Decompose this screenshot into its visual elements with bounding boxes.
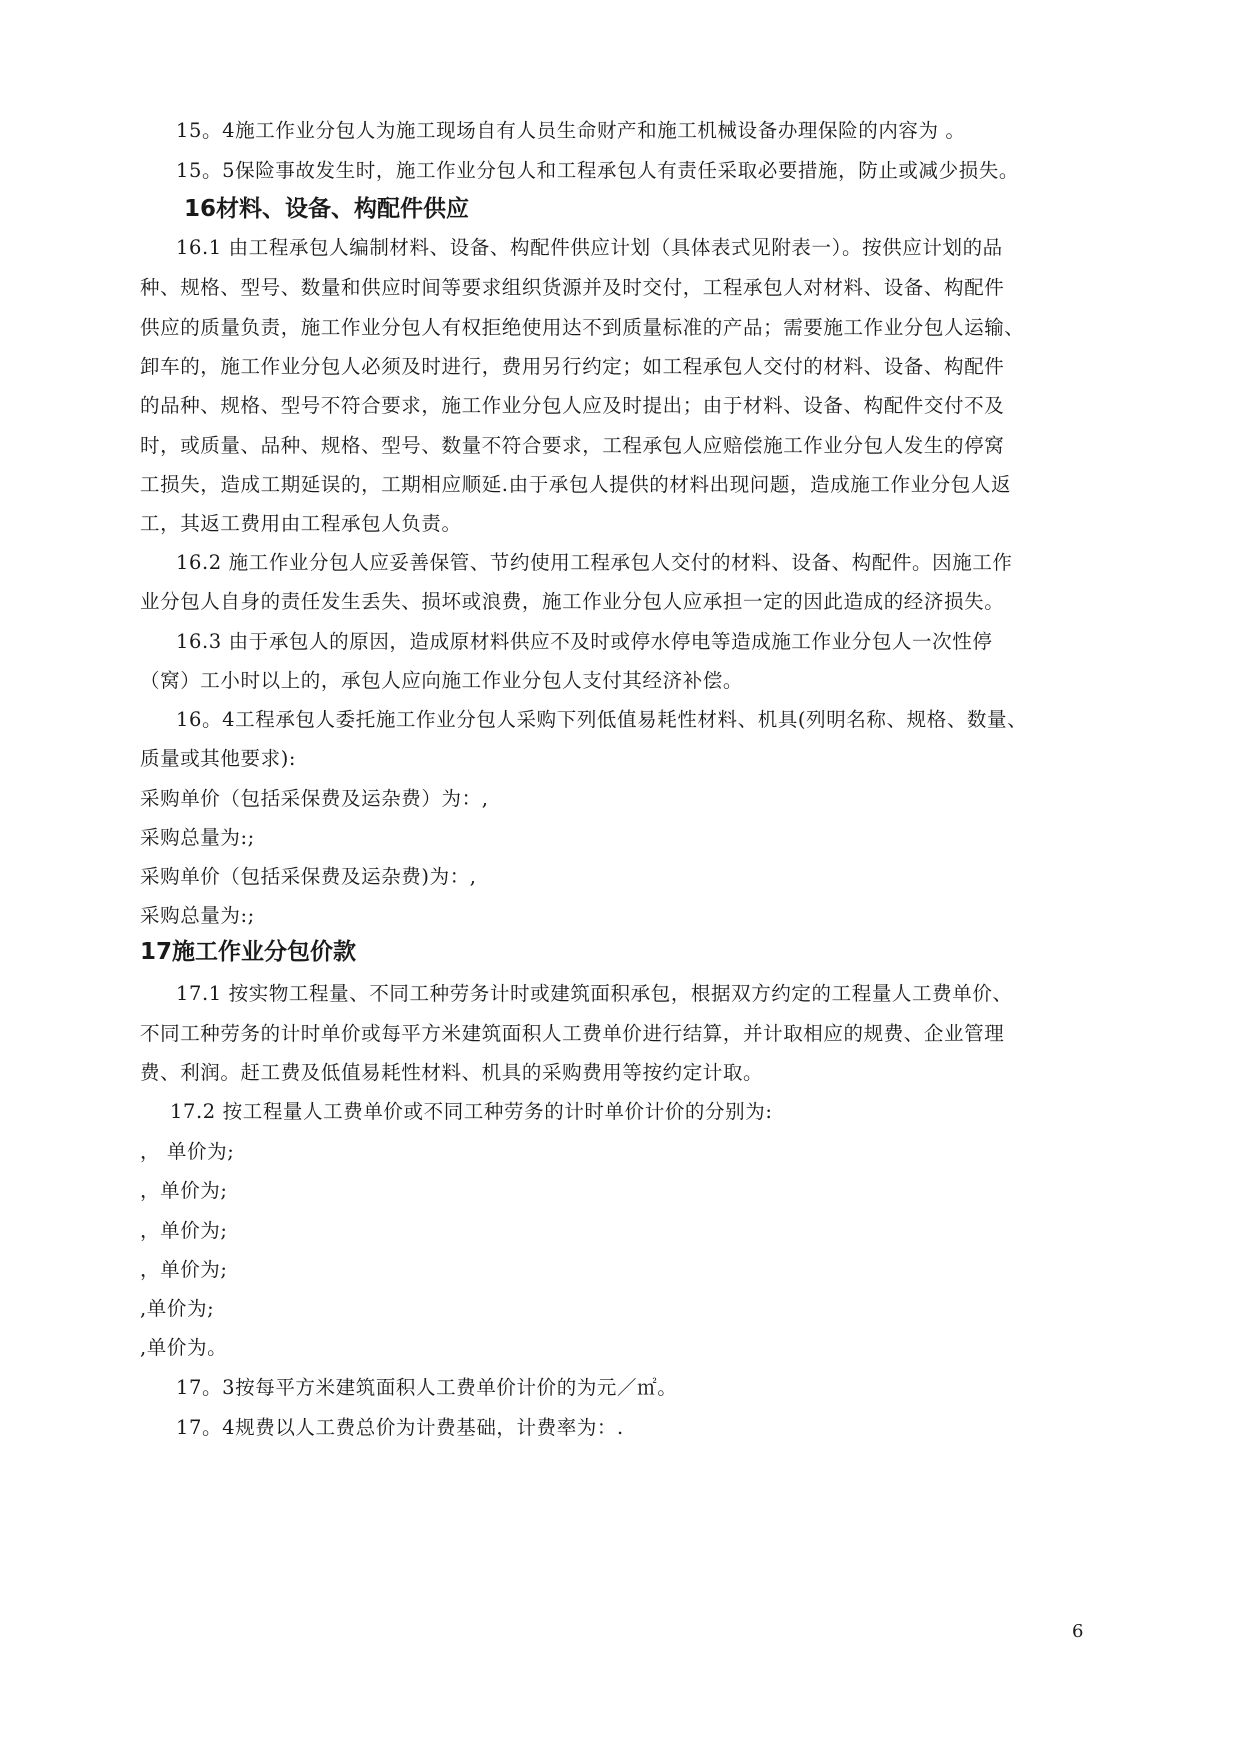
clause-16-1-line-5: 的品种、规格、型号不符合要求，施工作业分包人应及时提出；由于材料、设备、构配件交付不及 bbox=[140, 394, 1005, 417]
clause-17-1-line-1: 17.1 按实物工程量、不同工种劳务计时或建筑面积承包，根据双方约定的工程量人工费单价、 bbox=[176, 982, 1013, 1005]
clause-17-1-line-2: 不同工种劳务的计时单价或每平方米建筑面积人工费单价进行结算，并计取相应的规费、企业管理 bbox=[140, 1022, 1005, 1045]
unit-price-line-2: ，单价为; bbox=[140, 1179, 228, 1202]
clause-15-5: 15。5保险事故发生时，施工作业分包人和工程承包人有责任采取必要措施，防止或减少损失。 bbox=[176, 159, 1020, 182]
clause-16-1-line-1: 16.1 由工程承包人编制材料、设备、构配件供应计划（具体表式见附表一）。按供应计划的品 bbox=[176, 236, 1003, 259]
clause-16-3-line-1: 16.3 由于承包人的原因，造成原材料供应不及时或停水停电等造成施工作业分包人一次性停 bbox=[176, 630, 993, 653]
clause-16-3-line-2: （窝）工小时以上的，承包人应向施工作业分包人支付其经济补偿。 bbox=[140, 669, 744, 692]
clause-16-2-line-2: 业分包人自身的责任发生丢失、损坏或浪费，施工作业分包人应承担一定的因此造成的经济损失。 bbox=[140, 590, 1005, 613]
clause-17-3: 17。3按每平方米建筑面积人工费单价计价的为元／㎡。 bbox=[176, 1376, 678, 1399]
page-number: 6 bbox=[1072, 1621, 1084, 1642]
clause-16-4-line-2: 质量或其他要求): bbox=[140, 747, 297, 770]
purchase-unit-price-2: 采购单价（包括采保费及运杂费)为：, bbox=[140, 865, 477, 888]
unit-price-line-3: ，单价为; bbox=[140, 1219, 228, 1242]
clause-17-4: 17。4规费以人工费总价为计费基础，计费率为：. bbox=[176, 1416, 624, 1439]
clause-16-1-line-3: 供应的质量负责，施工作业分包人有权拒绝使用达不到质量标准的产品；需要施工作业分包人运输、 bbox=[140, 316, 1025, 339]
section-heading-17: 17施工作业分包价款 bbox=[140, 939, 357, 965]
unit-price-line-1: ， 单价为; bbox=[140, 1140, 235, 1163]
unit-price-line-6: ,单价为。 bbox=[140, 1336, 228, 1359]
clause-17-2: 17.2 按工程量人工费单价或不同工种劳务的计时单价计价的分别为: bbox=[170, 1100, 773, 1123]
clause-16-4-line-1: 16。4工程承包人委托施工作业分包人采购下列低值易耗性材料、机具(列明名称、规格、数量、 bbox=[176, 708, 1028, 731]
section-heading-16: 16材料、设备、构配件供应 bbox=[184, 196, 470, 222]
clause-16-1-line-4: 卸车的，施工作业分包人必须及时进行，费用另行约定；如工程承包人交付的材料、设备、构配件 bbox=[140, 355, 1005, 378]
clause-16-1-line-8: 工，其返工费用由工程承包人负责。 bbox=[140, 512, 462, 535]
clause-16-1-line-7: 工损失，造成工期延误的，工期相应顺延.由于承包人提供的材料出现问题，造成施工作业分包人返 bbox=[140, 473, 1012, 496]
clause-16-1-line-6: 时，或质量、品种、规格、型号、数量不符合要求，工程承包人应赔偿施工作业分包人发生的停窝 bbox=[140, 434, 1005, 457]
purchase-unit-price-1: 采购单价（包括采保费及运杂费）为：, bbox=[140, 787, 489, 810]
clause-16-1-line-2: 种、规格、型号、数量和供应时间等要求组织货源并及时交付，工程承包人对材料、设备、构配件 bbox=[140, 276, 1005, 299]
clause-15-4: 15。4施工作业分包人为施工现场自有人员生命财产和施工机械设备办理保险的内容为 。 bbox=[176, 119, 966, 142]
clause-17-1-line-3: 费、利润。赶工费及低值易耗性材料、机具的采购费用等按约定计取。 bbox=[140, 1061, 764, 1084]
unit-price-line-4: ，单价为; bbox=[140, 1258, 228, 1281]
unit-price-line-5: ,单价为; bbox=[140, 1297, 215, 1320]
purchase-total-1: 采购总量为:; bbox=[140, 826, 255, 849]
purchase-total-2: 采购总量为:; bbox=[140, 904, 255, 927]
clause-16-2-line-1: 16.2 施工作业分包人应妥善保管、节约使用工程承包人交付的材料、设备、构配件。因施工作 bbox=[176, 551, 1013, 574]
